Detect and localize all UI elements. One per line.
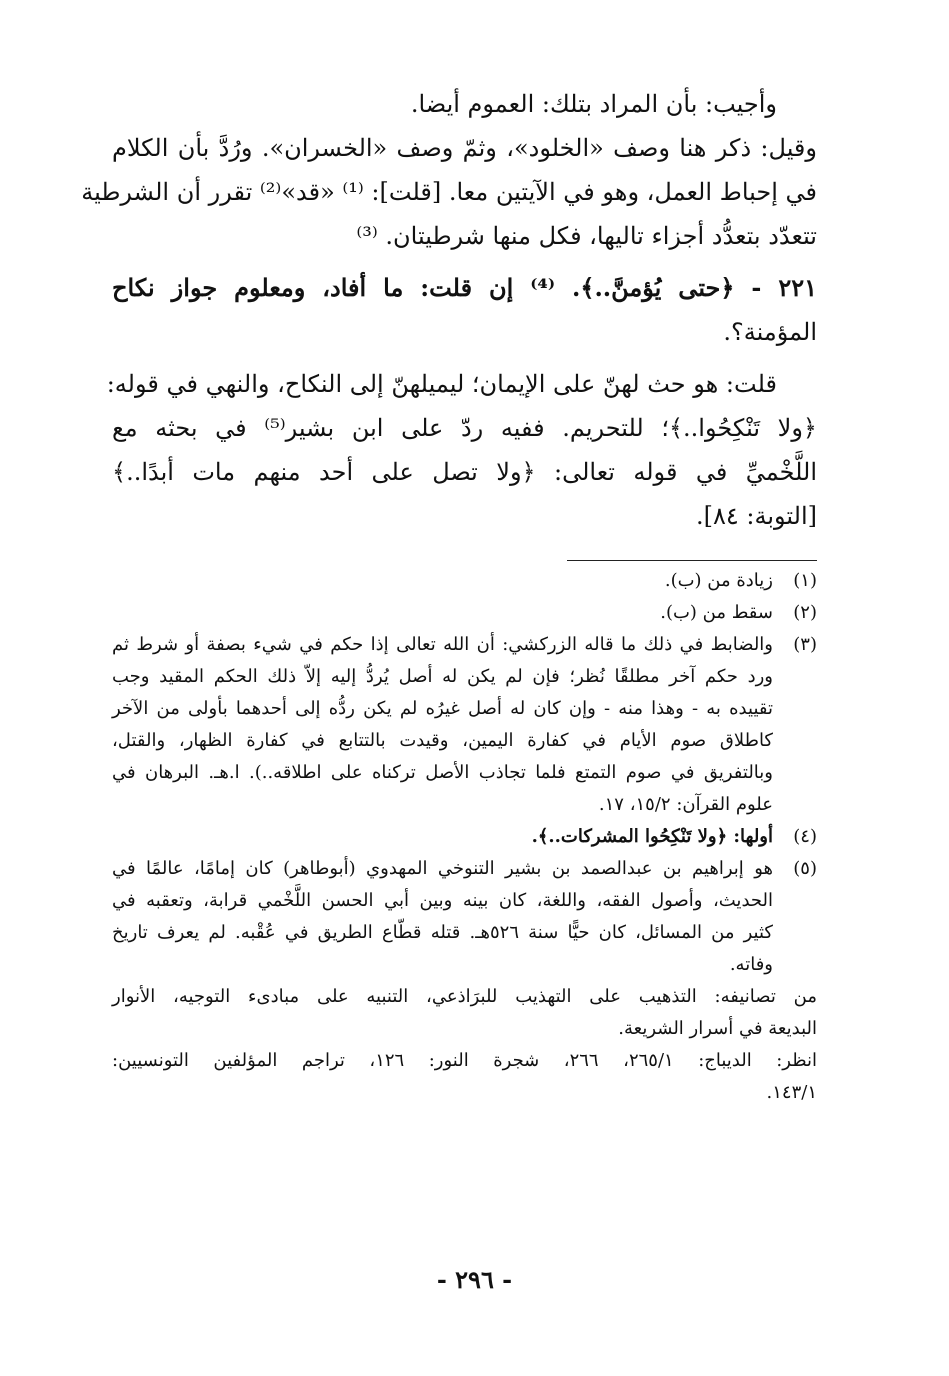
footnote-line: سقط من (ب).	[660, 602, 773, 623]
text-line: [التوبة: ٨٤].	[695, 502, 817, 530]
footnote-continuation	[112, 981, 817, 1109]
text-line: وأجيب: بأن المراد بتلك: العموم أيضا.	[410, 90, 777, 118]
footnote-body	[112, 853, 773, 981]
footnote-line: تقييده به - وهذا منه - وإن كان له أصل غيرُه لم يكن ردُّه إلى أحدهما بأولى من الآخر	[112, 698, 773, 719]
footnote-line: وفاته.	[729, 954, 773, 975]
footnote	[112, 821, 817, 853]
footnote-line: أولها: ﴿ولا تَنْكِحُوا المشركات..﴾.	[531, 826, 773, 847]
paragraph-gap	[112, 258, 817, 266]
verse-heading-line: ٢٢١ - ﴿حتى يُؤمنَّ..﴾. ⁽⁴⁾ إن قلت: ما أفاد، ومعلوم جواز نكاح	[112, 273, 817, 302]
footnote-line: من تصانيفه: التذهيب على التهذيب للبرَاذعي، التنبيه على مبادىء التوجيه، الأنوار	[112, 986, 817, 1007]
footnote-line: الحديث، وأصول الفقه، واللغة، كان بينه وبين أبي الحسن اللَّخْمي قرابة، وتعقبه في	[112, 890, 773, 911]
text-line: قلت: هو حث لهنّ على الإيمان؛ ليميلهنّ إلى النكاح، والنهي في قوله:	[106, 370, 777, 398]
footnote-body	[112, 629, 773, 821]
footnote-line: زيادة من (ب).	[664, 570, 773, 591]
footnotes	[112, 565, 817, 1109]
text-line: ﴿ولا تَنْكِحُوا..﴾؛ للتحريم. ففيه ردّ على ابن بشير⁽⁵⁾ في بحثه مع	[112, 414, 817, 442]
footnote-line: وبالتفريق في صوم التمتع فلما تجاذب الأصل تركناه على اطلاقه..). ا.هـ. البرهان في	[112, 762, 773, 783]
footnote-line: كاطلاق صوم الأيام في كفارة اليمين، وقيدت بالتتابع في كفارة الظهار، والقتل،	[112, 730, 773, 751]
footnote	[112, 629, 817, 821]
footnote	[112, 565, 817, 597]
footnote-body	[112, 565, 773, 597]
footnote-line: ورد حكم آخر مطلقًا نُظر؛ فإن لم يكن له أصل يُردُّ إليه إلاّ ذلك الحكم المقيد وجب	[112, 666, 773, 687]
paragraph-gap	[112, 354, 817, 362]
text-line: المؤمنة؟.	[723, 318, 817, 346]
main-text	[81, 82, 817, 538]
footnote-number: (٥)	[793, 858, 817, 879]
page-number: - ٢٩٦ -	[436, 1265, 513, 1294]
footnote	[112, 597, 817, 629]
footnote-line: والضابط في ذلك ما قاله الزركشي: أن الله تعالى إذا حكم في شيء بصفة أو شرط ثم	[112, 634, 773, 655]
footnote-body	[112, 821, 773, 853]
footnote-number: (١)	[793, 570, 817, 591]
footnote-body	[112, 597, 773, 629]
text-line: في إحباط العمل، وهو في الآيتين معا. [قلت]: ⁽¹⁾ «قد»⁽²⁾ تقرر أن الشرطية	[81, 178, 817, 206]
text-line: اللَّخْميِّ في قوله تعالى: ﴿ولا تصل على أحد منهم مات أبدًا..﴾	[112, 458, 817, 486]
text-line: تتعدّد بتعدُّد أجزاء تاليها، فكل منها شرطيتان. ⁽³⁾	[356, 222, 817, 250]
text-line: وقيل: ذكر هنا وصف «الخلود»، وثمّ وصف «الخسران». ورُدَّ بأن الكلام	[112, 134, 817, 162]
footnote-line: ١٤٣/١.	[766, 1082, 817, 1103]
footnote-line: انظر: الديباج: ٢٦٥/١، ٢٦٦، شجرة النور: ١٢٦، تراجم المؤلفين التونسيين:	[112, 1050, 818, 1071]
footnote-separator	[567, 560, 817, 561]
footnote-line: هو إبراهيم بن عبدالصمد بن بشير التنوخي المهدوي (أبوطاهر) كان إمامًا، عالمًا في	[112, 858, 773, 879]
footnote-number: (٣)	[793, 634, 817, 655]
footnote-line: كثير من المسائل، كان حيًّا سنة ٥٢٦هـ. قتله قطّاع الطريق في عُقْبه. لم يعرف تاريخ	[112, 922, 773, 943]
footnote-line: علوم القرآن: ١٥/٢، ١٧.	[598, 794, 773, 815]
footnote	[112, 853, 817, 981]
footnote-number: (٢)	[793, 602, 817, 623]
footnote-line: البديعة في أسرار الشريعة.	[618, 1018, 817, 1039]
footnote-number: (٤)	[793, 826, 817, 847]
